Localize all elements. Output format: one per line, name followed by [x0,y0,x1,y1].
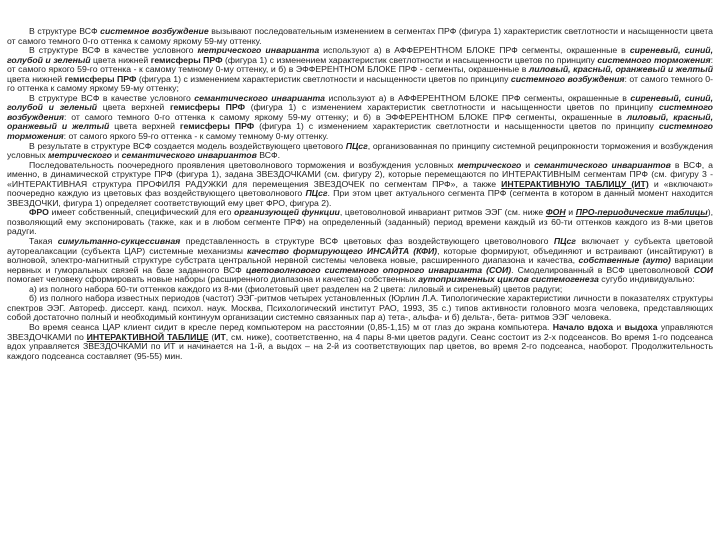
text-run: качество формирующего ИНСАЙТА (КФИ) [247,245,438,256]
text-run: используют а) в АФФЕРЕНТНОМ БЛОКЕ ПРФ сегменты, окрашенные в [319,45,630,56]
text-run: используют а) в АФФЕРЕНТНОМ БЛОКЕ ПРФ сегменты, окрашенные в [325,92,631,103]
text-run: сиреневый, синий, голубой и зеленый [7,92,713,113]
text-run: : от самого темного 0-го оттенка к самому яркому 59-му оттенку; и б) в ЭФФЕРЕНТНОМ БЛОКЕ ПРФ сегменты, окрашенные в [64,111,627,122]
text-run: лиловый, красный, оранжевый и желтый [528,64,713,75]
text-run: управляются ЗВЕЗДОЧКАМИ по [7,321,713,342]
text-run: системное возбуждение [100,26,209,36]
text-run: В результате в структуре ВСФ создается модель воздействующего цветового [29,140,346,151]
text-run: цвета верхней [109,121,180,132]
text-run: лиловый, красный, оранжевый и желтый [7,111,713,132]
text-run: гемисферы ПРФ [150,54,223,65]
text-run: цвета верхней [97,102,170,113]
text-run: семантического инварианта [194,92,326,103]
text-run: Последовательность поочередного проявления цветоволнового торможения и возбуждения условных [29,159,458,170]
text-run: семантического инвариантов [534,159,671,170]
text-run: метрического [457,159,522,170]
text-run: выдоха [624,321,658,332]
text-run: В структуре ВСФ в качестве условного [29,45,198,56]
text-run: , цветоволновой инвариант ритмов ЭЭГ (см. ниже [339,207,546,218]
text-run: в ВСФ, а именно, в динамической структуре ПРФ (фигура 1), задана ЗВЕЗДОЧКАМИ (см. фигуру 2), которые перемещаются по ИНТЕРАКТИВНЫМ сегментам ПРФ (см. фигуру 3 - «ИНТЕРАКТИВНАЯ структура ПРОФИЛЯ РАДУЖКИ для перемещения ЗВЕЗДОЧЕК по сегментам ПРФ», а также [7,159,713,189]
text-run: а) из полного набора 60-ти оттенков каждого из 8-ми (фиолетовый цвет разделен на 2 цвета: лиловый и сиреневый) цветов радуги; [29,283,563,294]
text-run: включает у субъекта цветовой аутореалаксации (субъекта ЦАР) системные механизмы [7,236,713,256]
text-run: цвета нижней [90,54,151,65]
text-run: В структуре ВСФ [29,26,101,36]
text-run: и [613,321,625,332]
text-run: семантического инвариантов [121,150,257,161]
text-run: системного торможения [7,121,713,142]
text-run: ( [208,331,215,342]
text-run: гемисферы ПРФ [169,102,245,113]
paragraph [7,237,713,285]
text-run: метрического [48,150,112,161]
text-run: : от самого темного 0-го оттенка к самому яркому 59-му оттенку; [7,73,714,94]
text-run: : от самого яркого 59-го оттенка - к самому темному 0-му оттенку. [63,131,329,142]
text-run: и «включают» поочередно каждую из цветовых фаз воздействующего цветоволнового [7,178,713,199]
text-run: ПРО-периодические таблицы [575,207,708,218]
paragraph [7,323,713,361]
text-run: аутопризменных циклов системогенеза [418,274,599,285]
text-run: , организованная по принципу системной реципрокности торможения и возбуждения условных [7,140,713,161]
paragraph [7,46,713,94]
text-run: системного возбуждения [7,102,713,122]
text-run: (фигура 1) с изменением характеристик светлотности и насыщенности цветов по принципу [136,73,511,84]
text-run: и [111,150,122,161]
text-run: (фигура 1) с изменением характеристик светлотности и насыщенности цветов по принципу [222,54,598,65]
paragraph [7,94,713,142]
text-run: ПЦсг [305,188,328,199]
text-run: (фигура 1) с изменением характеристик светлотности и насыщенности цветов по принципу [245,102,659,113]
text-run: СОИ [693,264,713,275]
text-run: ПЦсг [553,236,576,247]
text-run: сугубо индивидуально: [598,274,695,285]
text-run: системного возбуждения [510,73,625,84]
text-run: цвета нижней [7,73,65,84]
text-run: ИНТЕРАКТИВНОЙ ТАБЛИЦЕ [86,331,209,342]
paragraph [7,27,713,46]
text-run: ВСФ. [256,150,281,161]
text-run: ИТ [214,331,226,342]
text-run: и [521,159,535,170]
text-run: собственные (ауто) [578,255,671,266]
text-run: представленность в структуре ВСФ цветовых фаз воздействующего цветоволнового [180,236,554,247]
text-run: , которые формируют, объединяют и встраивают (инсайтируют) в волновой, электро-магнитный структуре субстрата центральной нервной системы человека новые, расширенного диапазона и качества, [7,245,714,266]
text-run: помогает человеку сформировать новые наборы (расширенного диапазона и качества) собственных [7,274,419,285]
text-run: гемисферы ПРФ [179,121,255,132]
text-run: ИНТЕРАКТИВНУЮ ТАБЛИЦУ (ИТ) [501,178,649,189]
text-run: . Смоделированный в ВСФ цветоволновой [511,264,694,275]
text-run: ФОН [545,207,566,218]
paragraph [7,294,713,323]
text-run: цветоволнового системного опорного инварианта (СОИ) [245,264,512,275]
text-run: В структуре ВСФ в качестве условного [29,92,195,103]
paragraph [7,161,713,209]
text-run: имеет собственный, специфический для его [48,207,235,218]
paragraph [7,142,713,161]
text-run: . При этом цвет актуального сегмента ПРФ (сегмента в котором в данный момент находится ЗВЕЗДОЧКИ, фигура 1) определяет соответствующий ему цвет ФРО, фигура 2). [7,188,713,208]
paragraph [7,208,713,237]
text-run: вызывают последовательным изменением в сегментах ПРФ (фигура 1) характеристик светлотности и насыщенности цвета от самого темного 0-го оттенка к самому яркому 59-му оттенку. [7,26,713,46]
text-run: Начало вдоха [552,321,614,332]
text-run: вариации нервных и гуморальных связей на базе заданного ВСФ [7,255,713,275]
text-run: метрического инварианта [197,45,320,56]
text-run: Такая [29,236,58,247]
text-run: ), позволяющий ему экспонировать (также, как и в любом сегменте ПРФ) на определенный (заданный) период времени каждый из 60-ти оттенков каждого из 8-ми цветов радуги. [7,207,713,237]
text-run: , см. ниже), соответственно, на 4 пары 8-ми цветов радуги. Сеанс состоит из 2-х подсеансов. Во время 1-го подсеанса вдох управляется ЗВЕЗДОЧКАМИ по ИТ и начинается на 1-й, а выдох – на 2-й из соответствующих пар цветов, во время 2-го подсеанса, наоборот. Продолжительность каждого подсеанса составляет (95-55) мин. [7,331,713,361]
text-run: гемисферы ПРФ [64,73,137,84]
text-run: ПЦсг [345,140,368,151]
text-run: (фигура 1) с изменением характеристик светлотности и насыщенности цветов по принципу [254,121,659,132]
text-run: системного торможения [597,54,711,65]
text-run: сиреневый, синий, голубой и зеленый [7,45,714,65]
text-run: ФРО [29,207,49,218]
text-run: : от самого яркого 59-го оттенка - к самому темному 0-му оттенку, и б) в ЭФФЕРЕНТНОМ БЛОКЕ ПРФ - сегменты, окрашенные в [7,54,713,75]
text-run: б) из полного набора известных периодов (частот) ЭЭГ-ритмов четырех установленных (Юрлин Л.А. Типологические характеристики личности в показателях структуры спектров ЭЭГ. Автореф. диссерт. канд. психол. наук. Москва, Психологический институт РАО, 1993, 35 с.) типов активности головного мозга человека, представляющих собой достаточно полный и необходимый континуум организации системно связанных пар а) тета-, альфа- и б) дельта-, бета- ритмов ЭЭГ человека. [7,293,713,323]
text-run: Во время сеанса ЦАР клиент сидит в кресле перед компьютером на расстоянии (0,85-1,15) м от глаз до экрана компьютера. [29,321,553,332]
text-run: симультанно-сукцессивная [57,236,181,247]
text-run: и [565,207,576,218]
text-run: организующей функции [234,207,340,218]
document-page [7,27,713,361]
